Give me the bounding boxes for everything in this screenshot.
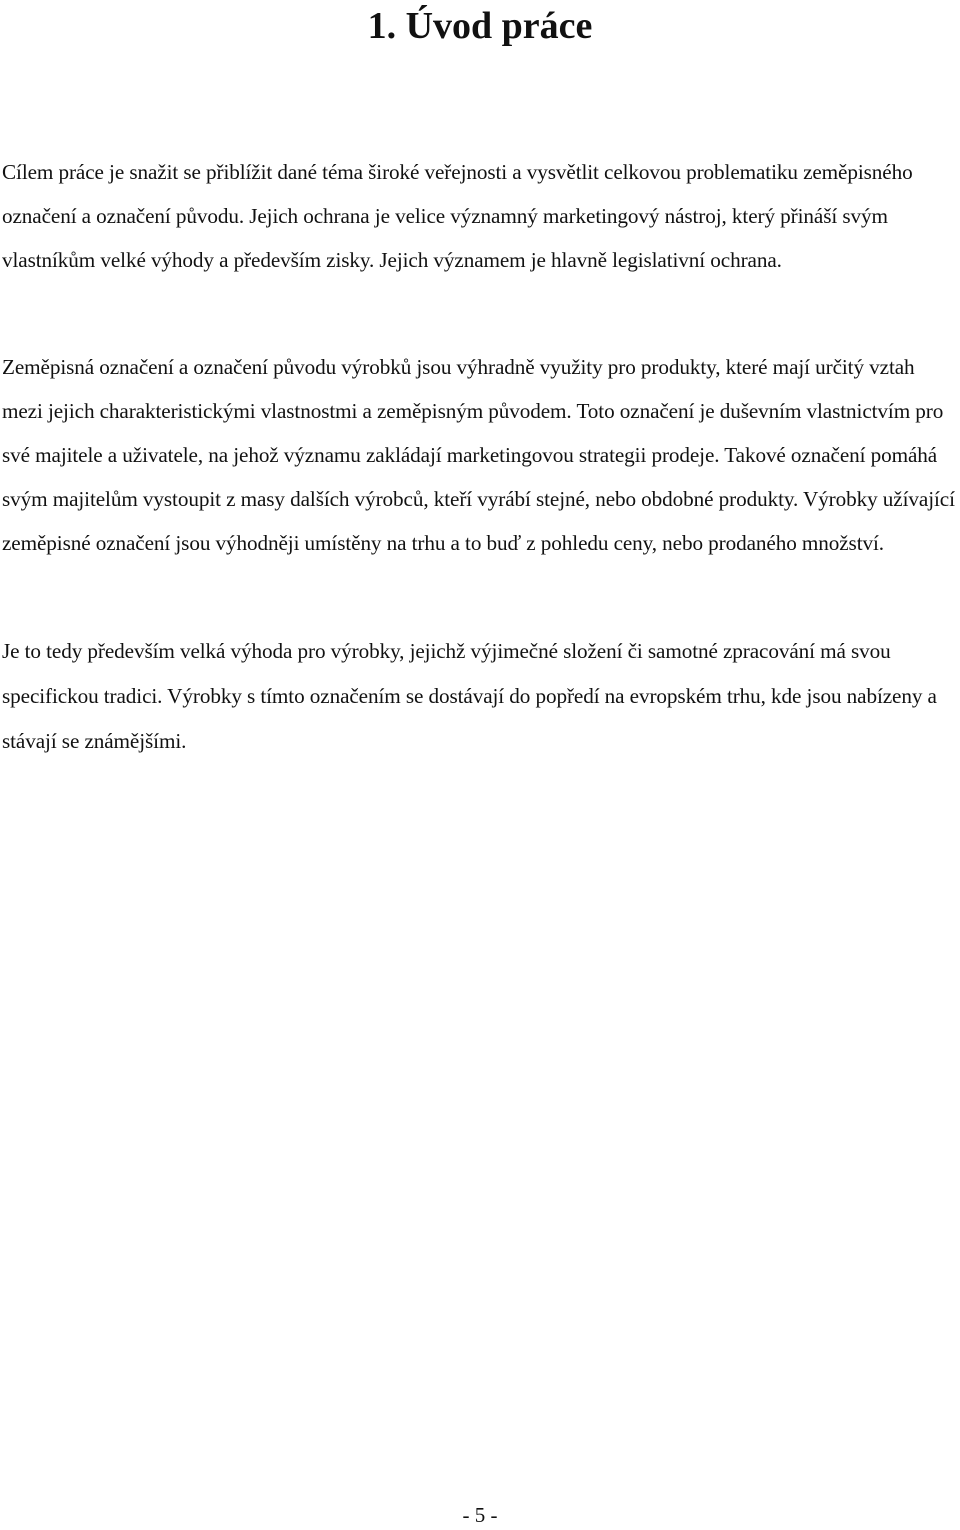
- paragraph-advantage: Je to tedy především velká výhoda pro výrobky, jejichž výjimečné složení či samotné zpracování má svou specifickou tradici. Výrobky s tímto označením se dostávají do popředí na evropském trhu, kde jsou nabízeny a stávají se známějšími.: [2, 639, 937, 753]
- page-number: - 5 -: [462, 1503, 498, 1527]
- page-title: 1. Úvod práce: [367, 5, 593, 47]
- paragraph-intro: Cílem práce je snažit se přiblížit dané téma široké veřejnosti a vysvětlit celkovou problematiku zeměpisného označení a označení původu. Jejich ochrana je velice významný marketingový nástroj, který přináší svým vlastníkům velké výhody a především zisky. Jejich významem je hlavně legislativní ochrana.: [2, 160, 913, 272]
- paragraph-geographic-indications: Zeměpisná označení a označení původu výrobků jsou výhradně využity pro produkty, které mají určitý vztah mezi jejich charakteristickými vlastnostmi a zeměpisným původem. Toto označení je duševním vlastnictvím pro své majitele a uživatele, na jehož významu zakládají marketingovou strategii prodeje. Takové označení pomáhá svým majitelům vystoupit z masy dalších výrobců, kteří vyrábí stejné, nebo obdobné produkty. Výrobky užívající zeměpisné označení jsou výhodněji umístěny na trhu a to buď z pohledu ceny, nebo prodaného množství.: [2, 355, 955, 555]
